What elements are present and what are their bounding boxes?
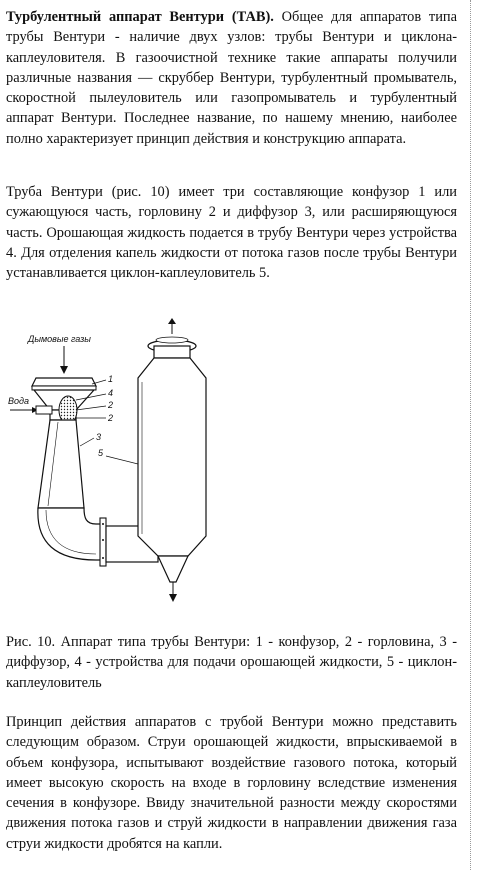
paragraph-intro-heading: Турбулентный аппарат Вентури (ТАВ). [6, 9, 274, 25]
callout-3: 3 [96, 432, 102, 442]
paragraph-venturi-tube: Труба Вентури (рис. 10) имеет три составляющие конфузор 1 или сужающуюся часть, горловину 2 и диффузор 3, или расширяющуюся часть. Орошающая жидкость подается в трубу Вентури через устройства 4. Для отделения капель жидкости от потока газов после трубы Вентури устанавливается циклон-каплеуловитель 5. [6, 184, 457, 282]
diffuser [38, 420, 84, 508]
inlet-flange [32, 378, 96, 386]
figure-caption: Рис. 10. Аппарат типа трубы Вентури: 1 - конфузор, 2 - горловина, 3 - диффузор, 4 - устройства для подачи орошающей жидкости, 5 - циклон-каплеуловитель [6, 634, 457, 691]
paragraph-operating-principle: Принцип действия аппаратов с трубой Вентури можно представить следующим образом. Струи орошающей жидкости, впрыскиваемой в объем конфузора, испытывают воздействие газового потока, который имеет высокую скорость на входе в горловину вследствие изменения сечения в конфузоре. Ввиду значительной разности между скоростями движения потока газов и струй жидкости в направлении движения газа струи жидкости дробятся на капли. [6, 714, 457, 852]
callout-2-top: 2 [108, 400, 114, 410]
page-right-border [470, 0, 471, 870]
label-water: Вода [8, 396, 29, 406]
figure-venturi-apparatus [6, 318, 246, 618]
elbow-pipe [38, 508, 102, 560]
label-flue-gases: Дымовые газы [28, 334, 91, 344]
cyclone-outlet-inner [156, 337, 188, 343]
callout-2: 2 [108, 413, 114, 423]
gas-inlet-arrowhead [60, 366, 68, 374]
callout-1: 1 [108, 374, 114, 384]
cyclone-cone [158, 556, 188, 582]
drain-arrowhead [169, 594, 177, 602]
paragraph-intro-body: Общее для аппаратов типа трубы Вентури - наличие двух узлов: трубы Вентури и циклона-каплеуловителя. В газоочистной технике такие аппараты получили различные названия — скруббер Вентури, турбулентный промыватель, скоростной пылеуловитель или газопромыватель и турбулентный аппарат Вентури. Последнее название, по нашему мнению, наиболее полно характеризует принцип действия и конструкцию аппарата. [6, 9, 457, 147]
gas-outlet-arrowhead [168, 318, 176, 324]
water-nozzle [36, 406, 52, 414]
paragraph-intro [6, 7, 457, 149]
cyclone-outlet-pipe [154, 346, 190, 358]
venturi-apparatus-drawing [6, 318, 246, 618]
inlet-flange-rim [32, 386, 96, 390]
callout-5: 5 [98, 448, 104, 458]
cyclone-droplet-separator [138, 358, 206, 556]
callout-4: 4 [108, 388, 114, 398]
